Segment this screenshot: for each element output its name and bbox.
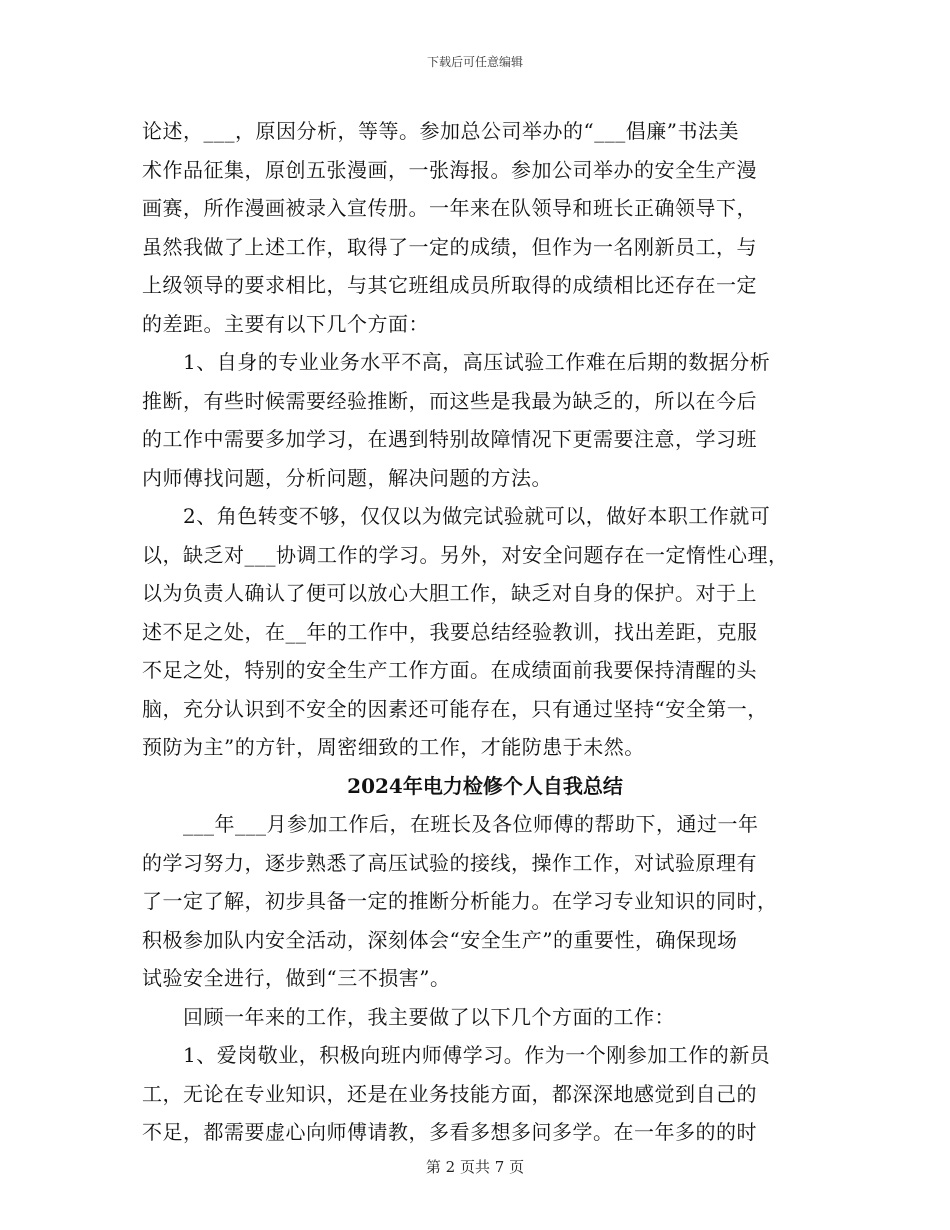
text-line: 画赛，所作漫画被录入宣传册。一年来在队领导和班长正确领导下， <box>142 196 757 220</box>
text-line: 1、爱岗敬业，积极向班内师傅学习。作为一个刚参加工作的新员 <box>183 1043 771 1067</box>
document-body <box>142 112 814 1152</box>
text-line: 预防为主”的方针，周密细致的工作，才能防患于未然。 <box>142 735 645 759</box>
text-line: 以，缺乏对___协调工作的学习。另外，对安全问题存在一定惰性心理， <box>142 542 789 567</box>
text-line: 论述，___，原因分析，等等。参加总公司举办的“___倡廉”书法美 <box>142 119 739 143</box>
text-line: 虽然我做了上述工作，取得了一定的成绩，但作为一名刚新员工，与 <box>142 234 757 259</box>
text-line: 的学习努力，逐步熟悉了高压试验的接线，操作工作，对试验原理有 <box>142 850 757 875</box>
text-line: 述不足之处，在__年的工作中，我要总结经验教训，找出差距，克服 <box>142 619 758 644</box>
text-line: 了一定了解，初步具备一定的推断分析能力。在学习专业知识的同时， <box>142 889 778 913</box>
text-line: 2、角色转变不够，仅仅以为做完试验就可以，做好本职工作就可 <box>183 504 771 528</box>
text-line: 试验安全进行，做到“三不损害”。 <box>142 966 451 990</box>
text-line: ___年___月参加工作后，在班长及各位师傅的帮助下，通过一年 <box>183 812 759 836</box>
text-line: 积极参加队内安全活动，深刻体会“安全生产”的重要性，确保现场 <box>142 927 738 952</box>
text-line: 内师傅找问题，分析问题，解决问题的方法。 <box>142 465 552 490</box>
text-line: 推断，有些时候需要经验推断，而这些是我最为缺乏的，所以在今后 <box>142 388 757 413</box>
section-title: 2024年电力检修个人自我总结 <box>347 773 623 798</box>
text-line: 1、自身的专业业务水平不高，高压试验工作难在后期的数据分析 <box>183 350 771 374</box>
text-line: 不足之处，特别的安全生产工作方面。在成绩面前我要保持清醒的头 <box>142 658 757 682</box>
paragraph-block-1 <box>142 112 814 767</box>
text-line: 以为负责人确认了便可以放心大胆工作，缺乏对自身的保护。对于上 <box>142 581 757 605</box>
text-line: 上级领导的要求相比，与其它班组成员所取得的成绩相比还存在一定 <box>142 273 757 297</box>
text-line: 回顾一年来的工作，我主要做了以下几个方面的工作： <box>183 1004 675 1029</box>
page-footer: 第 2 页共 7 页 <box>425 1158 525 1176</box>
paragraph-block-2 <box>142 805 814 1152</box>
text-line: 不足，都需要虚心向师傅请教，多看多想多问多学。在一年多的的时 <box>142 1120 757 1144</box>
page-header: 下载后可任意编辑 <box>426 55 523 69</box>
text-line: 的差距。主要有以下几个方面： <box>142 311 429 336</box>
text-line: 术作品征集，原创五张漫画，一张海报。参加公司举办的安全生产漫 <box>142 157 757 182</box>
text-line: 脑，充分认识到不安全的因素还可能存在，只有通过坚持“安全第一， <box>142 696 768 721</box>
text-line: 工，无论在专业知识，还是在业务技能方面，都深深地感觉到自己的 <box>142 1081 757 1106</box>
text-line: 的工作中需要多加学习，在遇到特别故障情况下更需要注意，学习班 <box>142 427 757 451</box>
